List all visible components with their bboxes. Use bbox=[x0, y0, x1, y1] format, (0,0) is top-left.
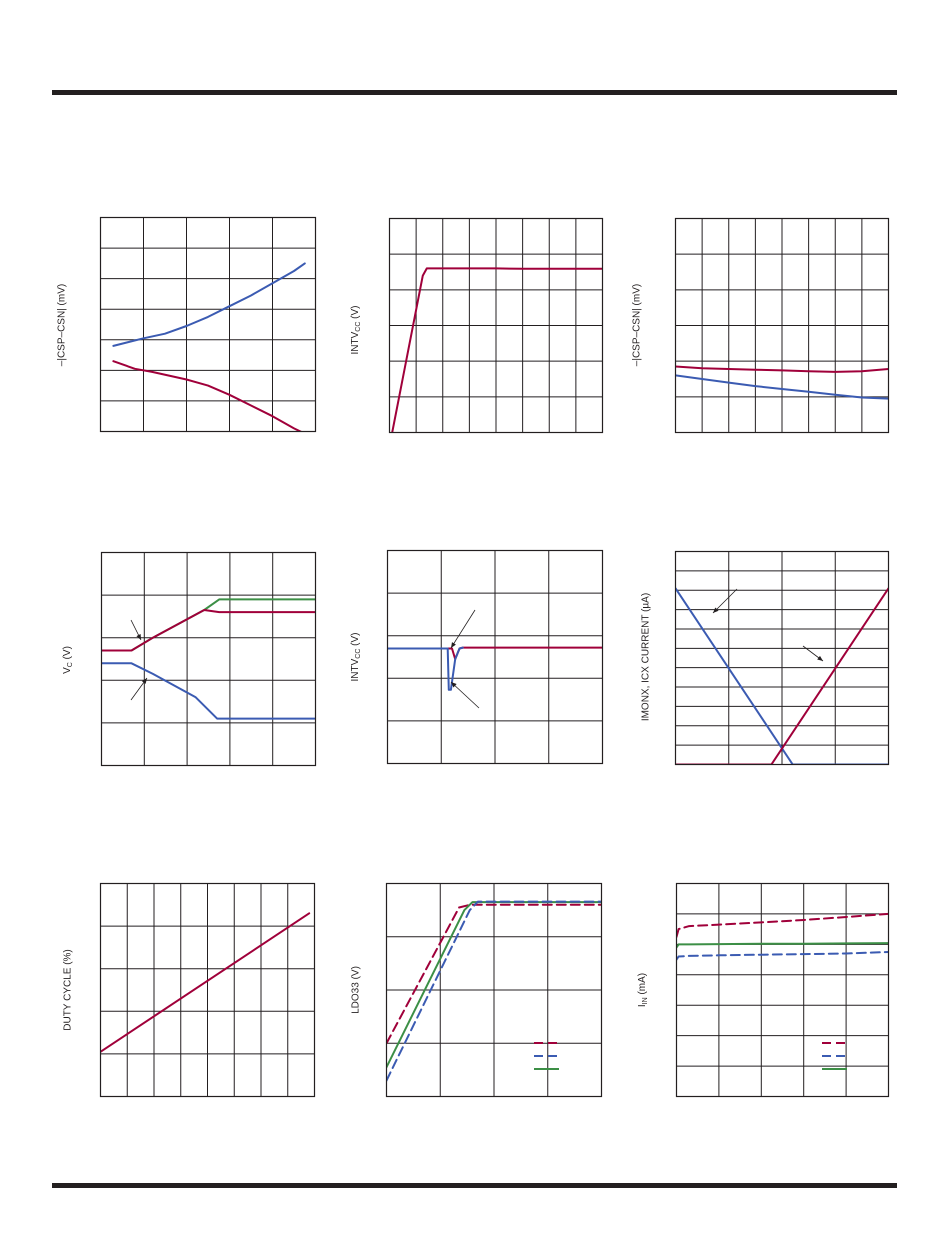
chart-4-panel bbox=[101, 552, 316, 766]
series-blue-line bbox=[677, 952, 889, 960]
top-rule bbox=[52, 90, 897, 95]
plot-frame bbox=[101, 218, 316, 432]
series-red-line bbox=[677, 914, 889, 937]
series-blue-line bbox=[102, 663, 316, 718]
series-green-line bbox=[677, 943, 889, 947]
chart-2-y-label: $INTV_{CC}$ (V) bbox=[350, 305, 362, 355]
series-red-line bbox=[102, 610, 316, 651]
series-red-line bbox=[113, 361, 307, 434]
series-red-line bbox=[101, 913, 310, 1052]
chart-7-panel bbox=[100, 883, 315, 1097]
annotation-arrow-red bbox=[131, 620, 141, 640]
chart-2-panel bbox=[389, 218, 603, 433]
annotation-arrow-blue bbox=[451, 682, 479, 708]
series-blue-line bbox=[113, 263, 304, 346]
series-red-line bbox=[392, 268, 602, 432]
chart-5-panel bbox=[387, 550, 603, 764]
chart-6-panel bbox=[675, 551, 889, 765]
chart-7-y-label: DUTY CYCLE (%) bbox=[62, 949, 74, 1031]
chart-8-panel bbox=[386, 883, 602, 1097]
chart-3-panel bbox=[675, 218, 889, 433]
chart-5-y-label: $INTV_{CC}$ (V) bbox=[350, 632, 362, 682]
chart-6-y-label: IMONX, ICX CURRENT (µA) bbox=[640, 592, 652, 722]
chart-1-panel bbox=[100, 217, 316, 432]
chart-4-y-label: $V_C$ (V) bbox=[62, 646, 74, 674]
chart-9-y-label: $I_{IN}$ (mA) bbox=[637, 972, 649, 1008]
chart-3-y-label: –|CSP–CSN| (mV) bbox=[631, 283, 643, 367]
legend-swatches bbox=[534, 1043, 559, 1069]
chart-9-panel bbox=[676, 883, 889, 1097]
chart-8-y-label: LDO33 (V) bbox=[350, 966, 362, 1014]
legend-swatches bbox=[822, 1043, 847, 1069]
plot-frame bbox=[102, 553, 316, 766]
series-blue-line bbox=[388, 648, 463, 690]
chart-1-y-label: –|CSP–CSN| (mV) bbox=[56, 283, 68, 367]
annotation-arrow-red bbox=[451, 610, 475, 648]
bottom-rule bbox=[52, 1183, 897, 1188]
